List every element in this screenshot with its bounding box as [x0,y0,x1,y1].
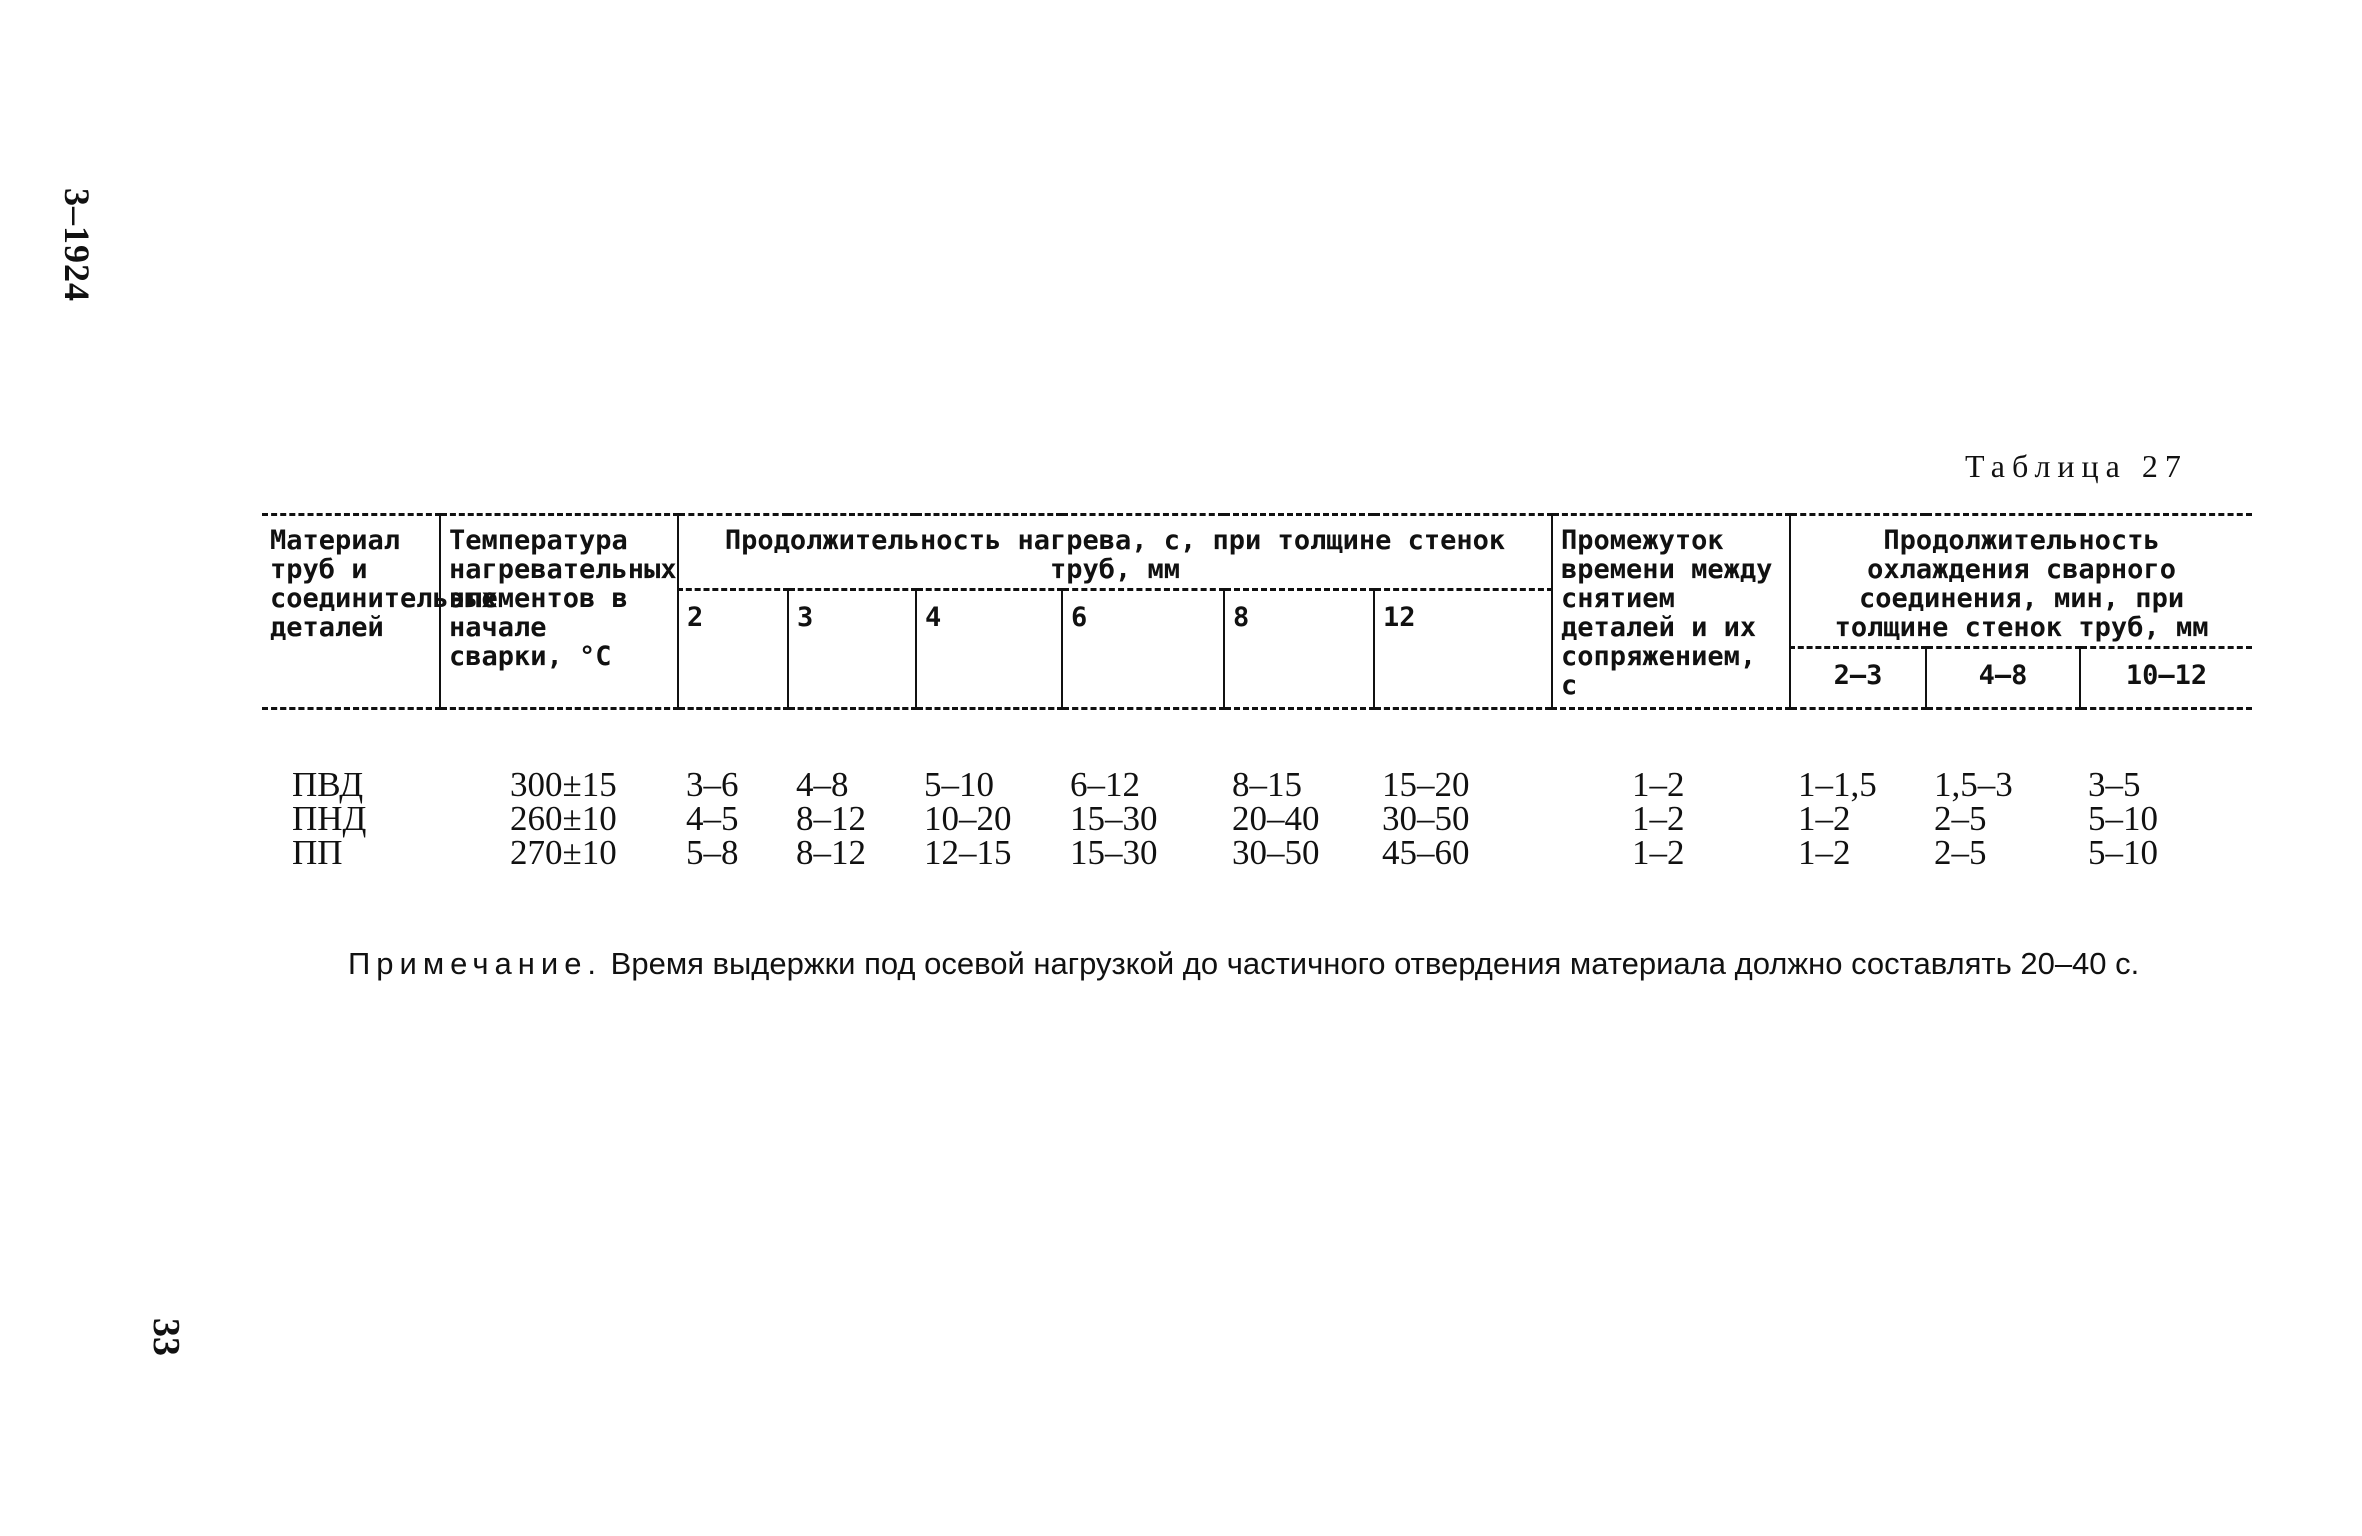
cell-heating: 12–15 [924,833,1012,872]
cell-temperature: 270±10 [510,833,617,872]
header-cooling: Продолжительность охлаждения сварного соединения, мин, при толщине стенок труб, мм [1790,515,2252,648]
cell-cooling: 5–10 [2088,799,2159,838]
header-heating-thickness: 8 [1224,590,1374,709]
table-title: Таблица 27 [1965,448,2188,484]
table-row [262,802,2252,836]
header-heating: Продолжительность нагрева, с, при толщине стенок труб, мм [678,515,1552,590]
cell-cooling: 2–5 [1934,833,1987,872]
cell-heating: 5–10 [924,765,994,804]
cell-heating: 15–20 [1382,765,1470,804]
table-row [262,836,2252,870]
header-heating-thickness: 3 [788,590,916,709]
cell-cooling: 3–5 [2088,765,2141,804]
cell-heating: 8–12 [796,833,866,872]
page-number: 33 [145,1318,187,1356]
header-cooling-thickness: 10–12 [2080,648,2252,709]
cell-cooling: 2–5 [1934,799,1987,838]
cell-cooling: 5–10 [2088,833,2159,872]
cell-interval: 1–2 [1632,799,1685,838]
cell-heating: 15–30 [1070,799,1158,838]
cell-cooling: 1–2 [1798,833,1851,872]
header-heating-thickness: 6 [1062,590,1224,709]
header-temperature: Температура нагревательных элементов в начале сварки, °С [440,515,678,709]
cell-heating: 4–8 [796,765,849,804]
welding-parameters-table [262,513,2252,870]
note-text: Время выдержки под осевой нагрузкой до частичного отвердения материала должно составлять 20–40 с. [610,946,2140,981]
cell-heating: 3–6 [686,765,739,804]
header-cooling-thickness: 4–8 [1926,648,2080,709]
cell-cooling: 1,5–3 [1934,765,2013,804]
document-code: 3–1924 [57,188,97,302]
cell-material: ПНД [292,799,367,838]
table-container [262,513,2252,870]
cell-heating: 45–60 [1382,833,1470,872]
cell-heating: 6–12 [1070,765,1140,804]
cell-heating: 8–15 [1232,765,1302,804]
header-cooling-thickness: 2–3 [1790,648,1926,709]
cell-heating: 15–30 [1070,833,1158,872]
cell-heating: 8–12 [796,799,866,838]
cell-heating: 30–50 [1232,833,1320,872]
cell-temperature: 260±10 [510,799,617,838]
note-label: Примечание. [348,946,603,981]
cell-heating: 4–5 [686,799,739,838]
header-heating-thickness: 12 [1374,590,1552,709]
cell-cooling: 1–1,5 [1798,765,1877,804]
cell-material: ПП [292,833,343,872]
cell-cooling: 1–2 [1798,799,1851,838]
header-interval: Промежуток времени между снятием деталей и их сопряжением, с [1552,515,1790,709]
cell-temperature: 300±15 [510,765,617,804]
header-heating-thickness: 2 [678,590,788,709]
cell-material: ПВД [292,765,364,804]
cell-heating: 20–40 [1232,799,1320,838]
cell-interval: 1–2 [1632,833,1685,872]
table-row [262,709,2252,803]
table-note [262,945,2252,983]
cell-interval: 1–2 [1632,765,1685,804]
cell-heating: 10–20 [924,799,1012,838]
header-material: Материал труб и соединительных деталей [262,515,440,709]
cell-heating: 30–50 [1382,799,1470,838]
cell-heating: 5–8 [686,833,739,872]
header-heating-thickness: 4 [916,590,1062,709]
